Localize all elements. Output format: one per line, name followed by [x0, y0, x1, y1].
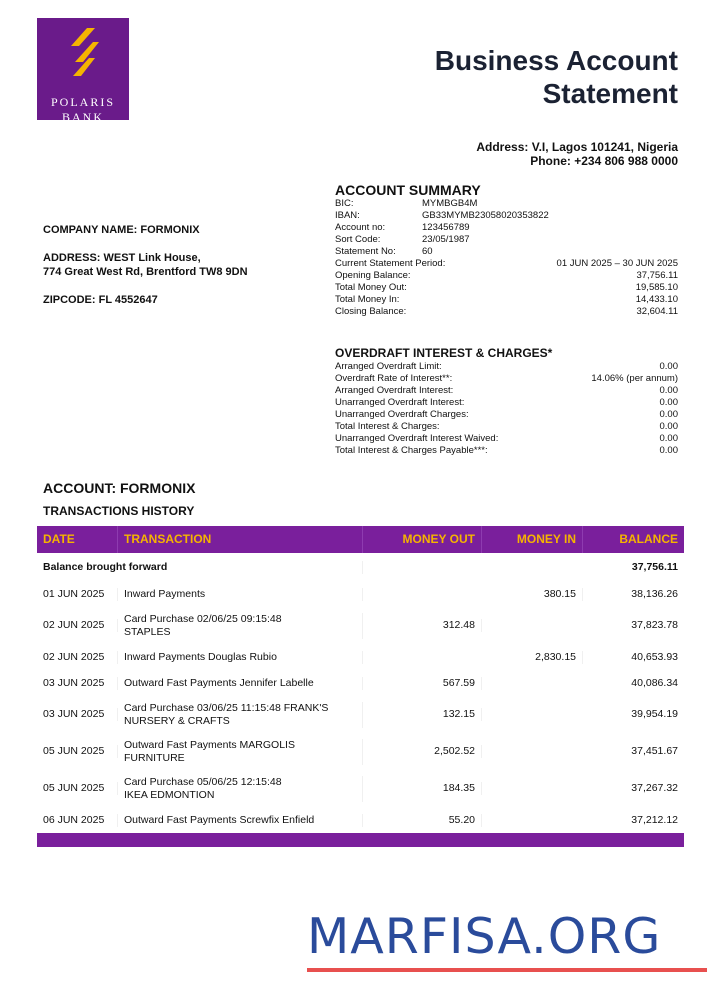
table-body [37, 581, 684, 833]
summary-id-label: BIC: [335, 198, 354, 209]
table-header [37, 526, 684, 553]
row-date: 02 JUN 2025 [37, 651, 118, 664]
logo-line-2: BANK [61, 110, 104, 124]
bank-logo [37, 18, 129, 124]
table-row [37, 770, 684, 807]
overdraft-value: 0.00 [659, 409, 678, 420]
overdraft-value: 14.06% (per annum) [591, 373, 678, 384]
summary-id-value: GB33MYMB23058020353822 [422, 210, 549, 221]
summary-figures [335, 258, 678, 318]
row-transaction-line-1: Outward Fast Payments Jennifer Labelle [124, 676, 314, 689]
summary-figure-value: 01 JUN 2025 – 30 JUN 2025 [556, 258, 678, 269]
company-details [43, 223, 248, 321]
column-header-balance: BALANCE [619, 532, 678, 546]
column-header-date: DATE [37, 526, 118, 553]
summary-id-row [335, 198, 678, 210]
summary-figure-value: 19,585.10 [635, 282, 678, 293]
row-date: 03 JUN 2025 [37, 708, 118, 721]
title-line-1: Business Account [434, 45, 678, 76]
summary-figure-value: 14,433.10 [635, 294, 678, 305]
row-transaction-line-1: Outward Fast Payments Screwfix Enfield [124, 813, 315, 826]
table-row [37, 696, 684, 733]
row-money-out: 132.15 [363, 708, 482, 721]
row-money-out: 312.48 [363, 619, 482, 632]
row-balance: 37,267.32 [631, 782, 678, 794]
brought-forward-label: Balance brought forward [37, 561, 363, 574]
overdraft-label: Unarranged Overdraft Interest: [335, 397, 465, 408]
row-balance: 37,212.12 [631, 813, 678, 826]
watermark-underline [307, 968, 707, 972]
row-balance: 39,954.19 [631, 708, 678, 720]
row-transaction-line-2: NURSERY & CRAFTS [124, 714, 230, 727]
summary-id-label: IBAN: [335, 210, 360, 221]
overdraft-row [335, 385, 678, 397]
transactions-table [37, 526, 684, 847]
overdraft-row [335, 361, 678, 373]
summary-figure-label: Current Statement Period: [335, 258, 446, 269]
table-row [37, 670, 684, 696]
row-balance: 40,086.34 [631, 676, 678, 689]
summary-id-value: 123456789 [422, 222, 470, 233]
watermark-text: MARFISA.ORG [307, 908, 662, 965]
company-address-line-1: ADDRESS: WEST Link House, [43, 252, 201, 264]
row-date: 01 JUN 2025 [37, 588, 118, 601]
summary-figure-label: Total Money Out: [335, 282, 407, 293]
summary-id-label: Sort Code: [335, 234, 381, 245]
row-balance: 37,823.78 [631, 619, 678, 631]
company-name: COMPANY NAME: FORMONIX [43, 224, 200, 236]
summary-figure-row [335, 258, 678, 270]
row-transaction-line-1: Card Purchase 02/06/25 09:15:48 [124, 612, 282, 625]
overdraft-label: Overdraft Rate of Interest**: [335, 373, 453, 384]
row-transaction-line-1: Inward Payments [124, 587, 206, 600]
summary-figure-value: 37,756.11 [636, 270, 678, 281]
summary-id-row [335, 234, 678, 246]
row-date: 05 JUN 2025 [37, 745, 118, 758]
polaris-mark-icon [65, 24, 101, 84]
row-date: 06 JUN 2025 [37, 814, 118, 827]
brought-forward-row [37, 553, 684, 581]
summary-figure-label: Opening Balance: [335, 270, 411, 281]
company-address-line-2: 774 Great West Rd, Brentford TW8 9DN [43, 266, 248, 278]
row-transaction [118, 651, 363, 664]
overdraft-value: 0.00 [659, 385, 678, 396]
summary-figure-label: Total Money In: [335, 294, 400, 305]
logo-line-1: POLARIS [50, 95, 115, 109]
account-summary-heading: ACCOUNT SUMMARY [335, 182, 481, 198]
row-date: 03 JUN 2025 [37, 677, 118, 690]
row-money-in: 2,830.15 [482, 651, 583, 664]
row-transaction-line-1: Outward Fast Payments MARGOLIS [124, 738, 295, 751]
overdraft-row [335, 433, 678, 445]
summary-figure-row [335, 306, 678, 318]
table-footer-bar [37, 833, 684, 847]
table-row [37, 581, 684, 607]
row-balance: 38,136.26 [631, 587, 678, 600]
overdraft-row [335, 445, 678, 457]
overdraft-row [335, 409, 678, 421]
column-header-transaction: TRANSACTION [118, 526, 363, 553]
summary-id-row [335, 222, 678, 234]
row-money-out: 2,502.52 [363, 745, 482, 758]
column-header-money-out: MONEY OUT [363, 526, 482, 553]
title-line-2: Statement [542, 78, 678, 109]
overdraft-value: 0.00 [659, 361, 678, 372]
brought-forward-balance: 37,756.11 [631, 560, 678, 573]
overdraft-label: Total Interest & Charges: [335, 421, 440, 432]
table-row [37, 807, 684, 833]
overdraft-label: Arranged Overdraft Limit: [335, 361, 442, 372]
row-money-out: 55.20 [363, 814, 482, 827]
row-transaction-line-2: STAPLES [124, 625, 171, 638]
row-transaction [118, 739, 363, 765]
overdraft-items [335, 361, 678, 457]
summary-id-value: 60 [422, 246, 433, 257]
summary-figure-label: Closing Balance: [335, 306, 407, 317]
overdraft-row [335, 421, 678, 433]
row-transaction-line-1: Card Purchase 05/06/25 12:15:48 [124, 775, 282, 788]
summary-id-value: MYMBGB4M [422, 198, 478, 209]
bank-phone: Phone: +234 806 988 0000 [530, 154, 678, 168]
marfisa-watermark [307, 910, 707, 974]
overdraft-heading: OVERDRAFT INTEREST & CHARGES* [335, 346, 553, 360]
row-balance: 37,451.67 [631, 745, 678, 757]
row-transaction-line-2: FURNITURE [124, 751, 185, 764]
overdraft-value: 0.00 [659, 397, 678, 408]
bank-contact [476, 140, 678, 168]
overdraft-value: 0.00 [659, 433, 678, 444]
row-money-out: 567.59 [363, 677, 482, 690]
overdraft-label: Unarranged Overdraft Interest Waived: [335, 433, 499, 444]
summary-identifiers [335, 198, 678, 258]
row-transaction [118, 677, 363, 690]
row-transaction-line-2: IKEA EDMONTION [124, 788, 215, 801]
transactions-history-heading: TRANSACTIONS HISTORY [43, 504, 195, 518]
row-transaction [118, 702, 363, 728]
company-zipcode: ZIPCODE: FL 4552647 [43, 294, 158, 306]
row-money-out: 184.35 [363, 782, 482, 795]
overdraft-section [335, 345, 678, 457]
table-row [37, 644, 684, 670]
document-title [435, 44, 678, 110]
table-row [37, 733, 684, 770]
summary-id-row [335, 246, 678, 258]
column-header-money-in: MONEY IN [482, 526, 583, 553]
overdraft-value: 0.00 [659, 445, 678, 456]
summary-id-label: Account no: [335, 222, 386, 233]
overdraft-row [335, 397, 678, 409]
overdraft-label: Total Interest & Charges Payable***: [335, 445, 488, 456]
table-row [37, 607, 684, 644]
row-date: 02 JUN 2025 [37, 619, 118, 632]
summary-figure-value: 32,604.11 [636, 306, 678, 317]
overdraft-label: Arranged Overdraft Interest: [335, 385, 454, 396]
overdraft-label: Unarranged Overdraft Charges: [335, 409, 469, 420]
summary-figure-row [335, 294, 678, 306]
summary-figure-row [335, 270, 678, 282]
summary-id-label: Statement No: [335, 246, 396, 257]
summary-id-row [335, 210, 678, 222]
account-summary [335, 182, 678, 318]
summary-id-value: 23/05/1987 [422, 234, 470, 245]
row-date: 05 JUN 2025 [37, 782, 118, 795]
row-transaction-line-1: Card Purchase 03/06/25 11:15:48 FRANK'S [124, 701, 329, 714]
row-balance: 40,653.93 [631, 650, 678, 663]
row-money-in: 380.15 [482, 588, 583, 601]
overdraft-row [335, 373, 678, 385]
bank-address: Address: V.I, Lagos 101241, Nigeria [476, 140, 678, 154]
summary-figure-row [335, 282, 678, 294]
overdraft-value: 0.00 [659, 421, 678, 432]
row-transaction [118, 814, 363, 827]
row-transaction-line-1: Inward Payments Douglas Rubio [124, 650, 277, 663]
row-transaction [118, 613, 363, 639]
row-transaction [118, 776, 363, 802]
row-transaction [118, 588, 363, 601]
account-heading: ACCOUNT: FORMONIX [43, 480, 196, 496]
company-address [43, 251, 248, 279]
